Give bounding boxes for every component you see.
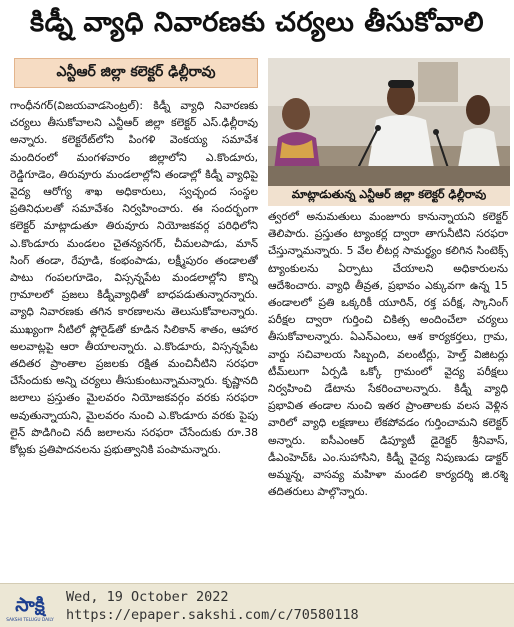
epaper-url-link[interactable]: https://epaper.sakshi.com/c/70580118	[66, 607, 359, 623]
article-body-right-column	[268, 208, 508, 580]
footer-text	[66, 588, 359, 624]
svg-text:SAKSHI TELUGU DAILY: SAKSHI TELUGU DAILY	[6, 618, 54, 623]
article-body-left-text: గాంధీనగర్(విజయవాడసెంట్రల్): కిడ్నీ వ్యాధి నివారణకు చర్యలు తీసుకోవాలని ఎన్టీఆర్ జిల్లా కలెక్టర్ ఎస్.ఢిల్లీరావు అన్నారు. కలెక్టరేట్‌లోని పింగళి వెంకయ్య సమావేశ మందిరంలో మంగళవారం జిల్లాలోని ఎ.కొండూరు, రెడ్డిగూడెం, తిరువూరు మండలాల్లోని తండాల్లో కిడ్నీ వ్యాధిపై వైద్య ఆరోగ్య శాఖ అధికారులు, స్వచ్ఛంద సంస్థల ప్రతినిధులతో సమావేశం నిర్వహించారు. ఈ సందర్భంగా కలెక్టర్ మాట్లాడుతూ తిరువూరు నియోజకవర్గ పరిధిలోని ఎ.కొండూరు మండలం చైతన్యనగర్, చీమలపాడు, మాన్ సింగ్ తండా, రేపూడి, కంభంపాడు, లక్ష్మీపురం తండాలతో పాటు గంపలగూడెం, విస్సన్నపేట మండలాల్లోని కొన్ని గ్రామాలలో ప్రజలు కిడ్నీవ్యాధితో బాధపడుతున్నారన్నారు. వ్యాధి నివారణకు తగిన కారణాలను తెలుసుకోవాలన్నారు. ముఖ్యంగా నీటిలో ఫ్లోరైడ్‌తో కూడిన సిలికాన్ శాతం, ఆహార అలవాట్లపై ఆరా తీయాలన్నారు. ఎ.కొండూరు, విస్సన్నపేట తదితర ప్రాంతాల ప్రజలకు రక్షిత మంచినీటిని సరఫరా చేసేందుకు అన్ని చర్యలు తీసుకుంటున్నామన్నారు. కృష్ణానది జలాలు ప్రస్తుతం మైలవరం నియోజకవర్గం వరకు సరఫరా అవుతున్నాయని, మైలవరం నుంచి ఎ.కొండూరు వరకు పైపు లైన్ పొడిగించి నదీ జలాలను సరఫరా చేసేందుకు రూ.38 కోట్లకు ప్రతిపాదనలను ప్రభుత్వానికి పంపామన్నారు.	[10, 99, 258, 457]
photo-caption: మాట్లాడుతున్న ఎన్టీఆర్ జిల్లా కలెక్టర్ ఢిల్లీరావు	[268, 186, 510, 206]
article-body-left-column	[10, 97, 258, 579]
svg-text:సాక్షి: సాక్షి	[15, 594, 45, 616]
edition-date: Wed, 19 October 2022	[66, 589, 229, 605]
epaper-footer	[0, 583, 514, 627]
sakshi-logo-icon	[4, 588, 56, 624]
article-subheadline: ఎన్టీఆర్ జిల్లా కలెక్టర్ ఢిల్లీరావు	[14, 58, 258, 88]
article-photo	[268, 58, 510, 186]
meeting-photo-illustration	[268, 58, 510, 186]
sakshi-logo[interactable]	[4, 588, 56, 624]
article-headline: కిడ్నీ వ్యాధి నివారణకు చర్యలు తీసుకోవాలి	[30, 7, 484, 38]
article-body-right-text: త్వరలో అనుమతులు మంజూరు కానున్నాయని కలెక్టర్ తెలిపారు. ప్రస్తుతం ట్యాంకర్ల ద్వారా తాగునీటిని సరఫరా చేస్తున్నామన్నారు. 5 వేల లీటర్ల సామర్థ్యం కలిగిన సింటెక్స్ ట్యాంకులను ఏర్పాటు చేయాలని అధికారులను ఆదేశించారు. వ్యాధి తీవ్రత, ప్రభావం ఎక్కువగా ఉన్న 15 తండాలలో ప్రతి ఒక్కరికీ యూరిన్, రక్త పరీక్ష, స్కానింగ్ పరీక్షల ద్వారా గుర్తించి చికిత్స అందించేలా చర్యలు తీసుకోవాలన్నారు. ఏఎన్‌ఎంలు, ఆశ కార్యకర్తలు, గ్రామ, వార్డు సచివాలయ సిబ్బంది, వలంటీర్లు, హెల్త్ విజిటర్లు టీమ్‌లుగా ఏర్పడి ఒక్కో గ్రామంలో వైద్య పరీక్షలు నిర్వహించి డేటాను సేకరించాలన్నారు. కిడ్నీ వ్యాధి ప్రభావిత తండాల నుంచి ఇతర ప్రాంతాలకు వలస వెళ్లిన వారిలో వ్యాధి లక్షణాలు లేకపోవడం గుర్తించామని కలెక్టర్ అన్నారు. ఐసీఎంఆర్ డిప్యూటీ డైరెక్టర్ శ్రీనివాస్, డీఎంహెచ్‌ఓ ఎం.సుహాసిని, కిడ్నీ వైద్య నిపుణుడు డాక్టర్ అమ్మన్న, వాసవ్య మహిళా మండలి కార్యదర్శి జి.రశ్మి తదితరులు పాల్గొన్నారు.	[268, 210, 508, 499]
